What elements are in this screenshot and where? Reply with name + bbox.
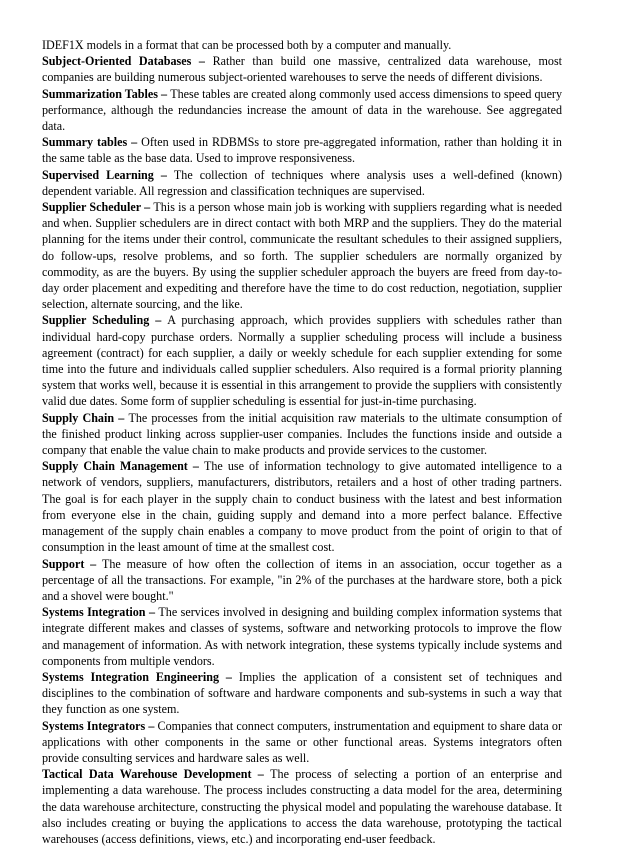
glossary-term: Supervised Learning: [42, 167, 154, 182]
term-separator: –: [140, 200, 154, 215]
glossary-entry: [42, 604, 562, 669]
term-separator: –: [157, 86, 171, 101]
glossary-term: Supply Chain Management: [42, 459, 188, 474]
term-separator: –: [251, 767, 271, 782]
glossary-definition: Often used in RDBMSs to store pre-aggregated information, rather than holding it in the same table as the base data. Used to improve responsiveness.: [42, 135, 562, 166]
glossary-term: Systems Integration Engineering: [42, 669, 220, 684]
intro-paragraph: IDEF1X models in a format that can be processed both by a computer and manually.: [42, 38, 452, 52]
term-separator: –: [84, 556, 102, 571]
term-separator: –: [145, 718, 158, 733]
glossary-entry: [42, 556, 562, 605]
glossary-term: Supplier Scheduling: [42, 313, 150, 328]
glossary-definition: A purchasing approach, which provides suppliers with schedules rather than individual hard-copy purchase orders. Normally a supplier scheduling process will include a business agreement (contract) for each supplier, a daily or weekly schedule for each supplier extending for some time into the future and individuals called supplier schedulers. Also required is a formal priority planning system that works well, because it is essential in this arrangement to provide the suppliers with consistently valid due dates. Some form of supplier scheduling is essential for just-in-time purchasing.: [42, 313, 563, 409]
glossary-definition: Implies the application of a consistent set of techniques and disciplines to the combination of software and hardware components and sub-systems in such a way that they function as one system.: [42, 669, 563, 717]
glossary-entry: [42, 53, 562, 85]
term-separator: –: [153, 167, 174, 182]
glossary-definition: These tables are created along commonly used access dimensions to speed query performance, although the redundancies increase the amount of data in the warehouse. See aggregated data.: [42, 86, 563, 134]
glossary-entry: [42, 669, 562, 718]
term-separator: –: [145, 605, 159, 620]
glossary-definition: The process of selecting a portion of an enterprise and implementing a data warehouse. The process includes constructing a data model for the area, determining the data warehouse architecture, constructing the physical model and populating the warehouse database. It also includes creating or buying the applications to access the data warehouse, prototyping the tactical warehouses (access definitions, views, etc.) and incorporating end-user feedback.: [42, 767, 562, 846]
glossary-entry: [42, 718, 562, 767]
term-separator: –: [127, 135, 142, 150]
glossary-entry: [42, 134, 562, 166]
term-separator: –: [149, 313, 168, 328]
glossary-definition: The use of information technology to give automated intelligence to a network of vendors, suppliers, manufacturers, distributors, retailers and a host of other trading partners. The goal is for each player in the supply chain to conduct business with the latest and best information from everyone else in the chain, guiding supply and demand into a more perfect balance. Effective management of the supply chain enables a company to move product from the point of origin to that of consumption in the least amount of time at the smallest cost.: [42, 459, 563, 555]
glossary-term: Systems Integration: [42, 605, 146, 620]
glossary-term: Summarization Tables: [42, 86, 158, 101]
glossary-entries: [42, 53, 562, 847]
glossary-definition: This is a person whose main job is working with suppliers regarding what is needed and when. Supplier schedulers are in direct contact with both MRP and the suppliers. They do the material planning for the items under their control, communicate the resultant schedules to their assigned suppliers, do follow-ups, resolve problems, and so forth. The supplier schedulers are normally organized by commodity, as are the buyers. By using the supplier scheduler approach the buyers are freed from day-to-day order placement and expediting and therefore have the time to do cost reduction, negotiation, supplier selection, alternate sourcing, and the like.: [42, 200, 563, 312]
glossary-term: Support: [42, 556, 85, 571]
term-separator: –: [114, 410, 129, 425]
glossary-entry: [42, 167, 562, 199]
glossary-definition: Companies that connect computers, instrumentation and equipment to share data or applications with other components in the same or other functional areas. Systems integrators often provide consulting services and hardware sales as well.: [42, 718, 562, 765]
glossary-entry: [42, 458, 562, 555]
term-separator: –: [219, 669, 239, 684]
glossary-definition: The processes from the initial acquisition raw materials to the ultimate consumption of the finished product linking across supplier-user companies. Includes the functions inside and outside a company that enable the value chain to make products and provide services to the customer.: [42, 410, 562, 458]
glossary-definition: The services involved in designing and building complex information systems that integrate different makes and classes of systems, software and networking protocols to improve the flow and management of information. As with network integration, these systems typically include systems and components from multiple vendors.: [42, 605, 562, 668]
term-separator: –: [191, 54, 213, 69]
glossary-term: Systems Integrators: [42, 718, 146, 733]
glossary-entry: [42, 86, 562, 135]
glossary-term: Tactical Data Warehouse Development: [42, 767, 252, 782]
glossary-definition: Rather than build one massive, centralized data warehouse, most companies are building numerous subject-oriented warehouses to serve the needs of different divisions.: [42, 54, 563, 85]
glossary-term: Subject-Oriented Databases: [42, 54, 192, 69]
glossary-term: Summary tables: [42, 135, 128, 150]
glossary-definition: The collection of techniques where analysis uses a well-defined (known) dependent variable. All regression and classification techniques are supervised.: [42, 167, 563, 198]
glossary-term: Supply Chain: [42, 410, 115, 425]
glossary-entry: [42, 410, 562, 459]
glossary-entry: [42, 312, 562, 409]
glossary-entry: [42, 766, 562, 847]
term-separator: –: [187, 459, 204, 474]
glossary-entry: [42, 199, 562, 312]
glossary-definition: The measure of how often the collection of items in an association, occur together as a percentage of all the transactions. For example, "in 2% of the purchases at the hardware store, both a pick and a shovel were bought.": [42, 556, 563, 603]
glossary-term: Supplier Scheduler: [42, 200, 141, 215]
